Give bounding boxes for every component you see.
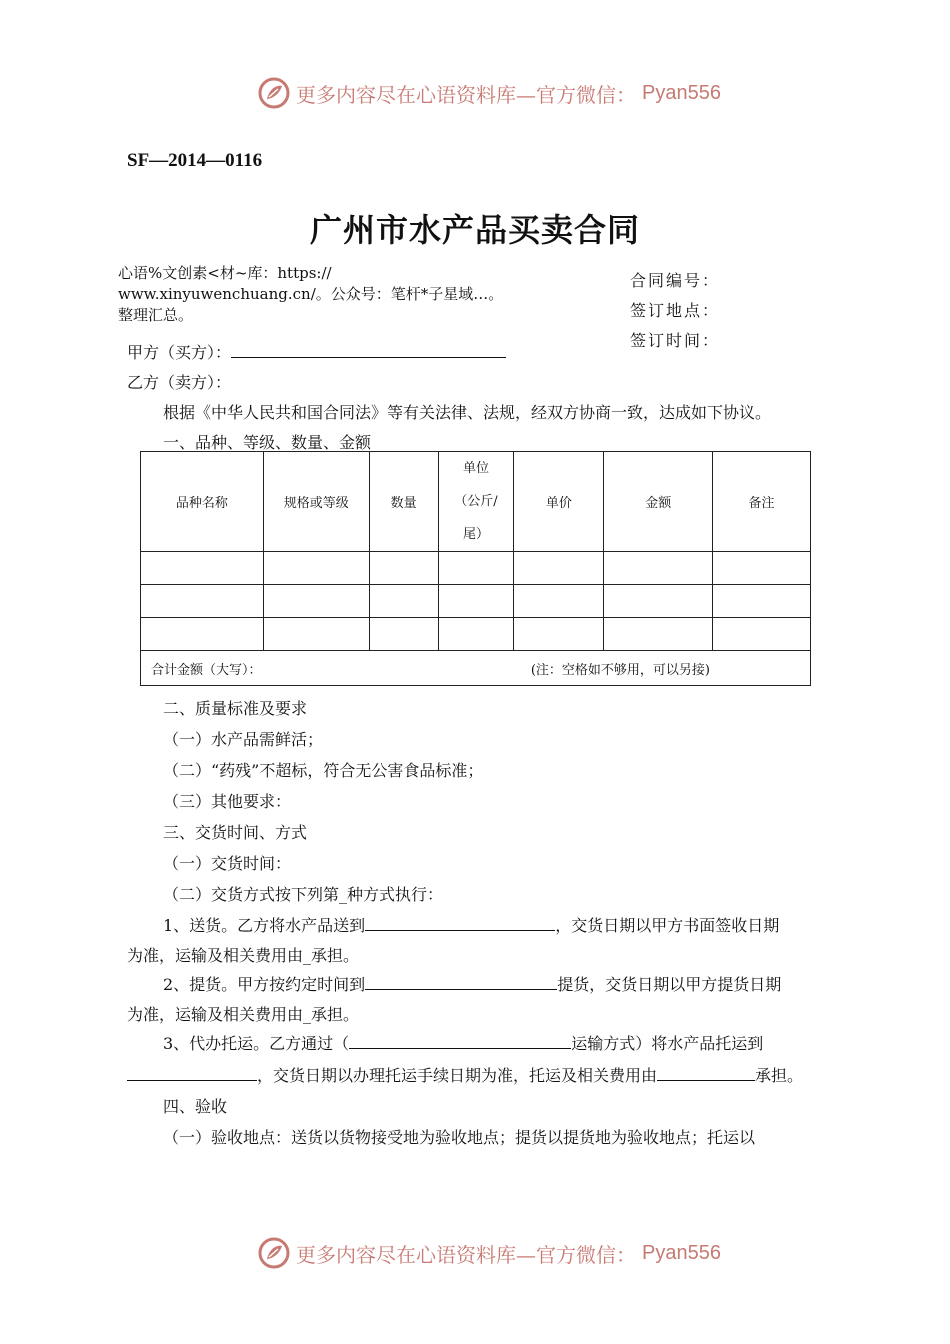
delivery-option-1 [163, 913, 779, 936]
table-cell[interactable] [514, 585, 604, 618]
clause-text: （二）“药残”不超标，符合无公害食品标准； [163, 761, 484, 780]
table-total-row [141, 651, 811, 686]
transport-method-blank[interactable] [349, 1032, 571, 1049]
document-code: SF—2014—0116 [127, 150, 263, 171]
table-cell[interactable] [713, 552, 811, 585]
section-2-heading: 二、质量标准及要求 [163, 699, 308, 718]
sign-place-label: 签订地点： [630, 301, 721, 320]
table-cell[interactable] [713, 585, 811, 618]
source-note-line: 整理汇总。 [118, 306, 194, 324]
clause-text: 承担。 [755, 1066, 804, 1085]
party-a-line [127, 340, 506, 363]
pickup-place-blank[interactable] [365, 973, 557, 990]
clause-text: （一）验收地点：送货以货物接受地为验收地点；提货以提货地为验收地点；托运以 [163, 1128, 756, 1147]
clause-text: 运输方式）将水产品托运到 [571, 1034, 764, 1053]
table-cell[interactable] [438, 618, 514, 651]
delivery-option-3-cont [127, 1063, 803, 1086]
product-table [140, 451, 811, 686]
banner-text: 更多内容尽在心语资料库—官方微信： [296, 1242, 636, 1267]
table-cell[interactable] [604, 552, 713, 585]
banner-wechat-id: Pyan556 [642, 81, 721, 104]
table-cell[interactable] [263, 618, 369, 651]
column-header-unit [438, 452, 514, 552]
clause-text: 提货，交货日期以甲方提货日期 [557, 975, 782, 994]
clause-text: （三）其他要求： [163, 792, 292, 811]
table-cell[interactable] [263, 552, 369, 585]
section-3-heading: 三、交货时间、方式 [163, 823, 308, 842]
section-1-heading: 一、品种、等级、数量、金额 [163, 433, 372, 452]
clause-text: 2、提货。甲方按约定时间到 [163, 975, 366, 994]
header-banner [258, 76, 721, 110]
table-cell[interactable] [141, 585, 264, 618]
party-a-label: 甲方（买方）： [127, 343, 232, 362]
leaf-seal-icon [258, 1237, 290, 1269]
intro-paragraph: 根据《中华人民共和国合同法》等有关法律、法规，经双方协商一致，达成如下协议。 [163, 403, 772, 422]
clause-text: （一）交货时间： [163, 854, 292, 873]
column-header: 金额 [604, 452, 713, 552]
table-cell[interactable] [604, 585, 713, 618]
clause-text: （二）交货方式按下列第_种方式执行： [163, 885, 444, 904]
table-cell[interactable] [713, 618, 811, 651]
clause-text: ，交货日期以办理托运手续日期为准，托运及相关费用由 [257, 1066, 658, 1085]
delivery-place-blank[interactable] [365, 914, 555, 931]
table-cell[interactable] [141, 618, 264, 651]
table-cell[interactable] [604, 618, 713, 651]
total-label: 合计金额（大写）： [151, 662, 262, 678]
column-header: 规格或等级 [263, 452, 369, 552]
footer-banner [258, 1236, 721, 1270]
table-cell[interactable] [263, 585, 369, 618]
table-cell[interactable] [369, 552, 438, 585]
unit-line: （公斤/ [454, 494, 498, 509]
consign-destination-blank[interactable] [127, 1064, 257, 1081]
section-4-heading: 四、验收 [163, 1097, 228, 1116]
table-cell[interactable] [438, 585, 514, 618]
sign-time-label: 签订时间： [630, 331, 721, 350]
delivery-option-2 [163, 972, 781, 995]
page-title: 广州市水产品买卖合同 [309, 211, 640, 249]
column-header: 品种名称 [141, 452, 264, 552]
party-a-blank[interactable] [231, 341, 506, 358]
table-row [141, 585, 811, 618]
banner-text: 更多内容尽在心语资料库—官方微信： [296, 82, 636, 107]
table-cell[interactable] [438, 552, 514, 585]
clause-text: 1、送货。乙方将水产品送到 [163, 916, 366, 935]
table-cell[interactable] [514, 618, 604, 651]
total-cell[interactable] [141, 651, 811, 686]
table-header-row [141, 452, 811, 552]
clause-text: 3、代办托运。乙方通过（ [163, 1034, 350, 1053]
source-note-line: www.xinyuwenchuang.cn/。公众号：笔杆*子星域…。 [118, 285, 504, 303]
banner-wechat-id: Pyan556 [642, 1241, 721, 1264]
table-cell[interactable] [141, 552, 264, 585]
table-cell[interactable] [514, 552, 604, 585]
delivery-option-3 [163, 1031, 763, 1054]
clause-text: 为准，运输及相关费用由_承担。 [127, 946, 360, 965]
clause-text: （一）水产品需鲜活； [163, 730, 324, 749]
table-note: (注：空格如不够用，可以另接) [530, 662, 710, 678]
column-header: 数量 [369, 452, 438, 552]
clause-text: ，交货日期以甲方书面签收日期 [555, 916, 780, 935]
unit-line: 尾） [462, 527, 489, 542]
party-b-label: 乙方（卖方）： [127, 373, 232, 392]
table-row [141, 552, 811, 585]
clause-text: 为准，运输及相关费用由_承担。 [127, 1005, 360, 1024]
column-header: 单价 [514, 452, 604, 552]
table-cell[interactable] [369, 585, 438, 618]
source-note [118, 263, 558, 326]
table-row [141, 618, 811, 651]
unit-line: 单位 [462, 461, 489, 476]
column-header: 备注 [713, 452, 811, 552]
fee-bearer-blank[interactable] [657, 1064, 755, 1081]
leaf-seal-icon [258, 77, 290, 109]
source-note-line: 心语%文创素<材~库：https:// [118, 264, 332, 282]
table-cell[interactable] [369, 618, 438, 651]
contract-number-label: 合同编号： [630, 271, 721, 290]
